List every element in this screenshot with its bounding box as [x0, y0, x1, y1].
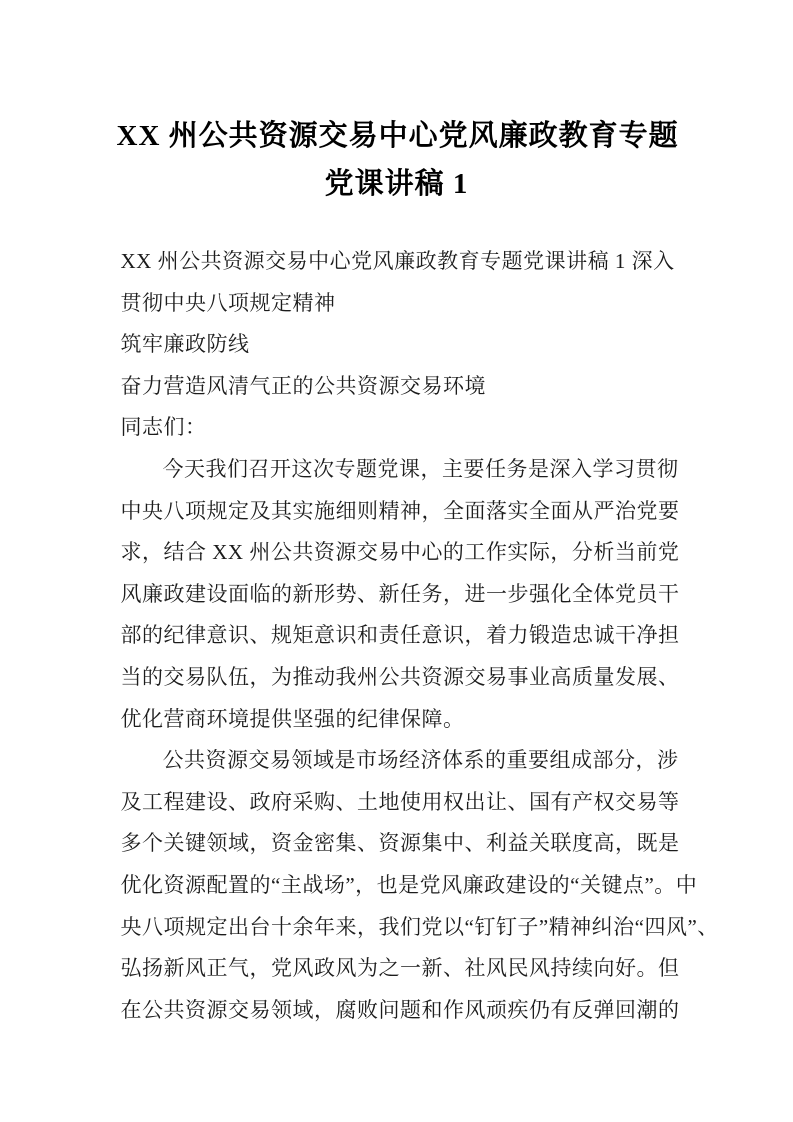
body-line: 央八项规定出台十余年来，我们党以“钉钉子”精神纠治“四风”、 [120, 914, 719, 939]
body-line: 奋力营造风清气正的公共资源交易环境 [120, 373, 486, 398]
body-line: 中央八项规定及其实施细则精神，全面落实全面从严治党要 [120, 498, 680, 523]
body-line: 当的交易队伍，为推动我州公共资源交易事业高质量发展、 [120, 664, 680, 689]
body-line: 弘扬新风正气，党风政风为之一新、社风民风持续向好。但 [120, 956, 680, 981]
body-line: XX 州公共资源交易中心党风廉政教育专题党课讲稿 1 深入 [120, 249, 675, 273]
document-body [120, 241, 719, 1031]
body-line: 优化资源配置的“主战场”，也是党风廉政建设的“关键点”。中 [120, 872, 698, 897]
body-line: 多个关键领域，资金密集、资源集中、利益关联度高，既是 [120, 831, 680, 856]
body-line: 同志们： [120, 415, 207, 440]
body-line: 贯彻中央八项规定精神 [120, 290, 336, 315]
body-line: 在公共资源交易领域，腐败问题和作风顽疾仍有反弹回潮的 [120, 997, 680, 1022]
body-line: 风廉政建设面临的新形势、新任务，进一步强化全体党员干 [120, 581, 680, 606]
body-line: 公共资源交易领域是市场经济体系的重要组成部分，涉 [162, 748, 679, 773]
body-line: 今天我们召开这次专题党课，主要任务是深入学习贯彻 [162, 456, 679, 481]
body-line: 求，结合 XX 州公共资源交易中心的工作实际，分析当前党 [120, 540, 680, 565]
body-line: 部的纪律意识、规矩意识和责任意识，着力锻造忠诚干净担 [120, 623, 680, 648]
body-line: 优化营商环境提供坚强的纪律保障。 [120, 706, 465, 731]
document-title-line-2: 党课讲稿 1 [324, 168, 469, 200]
body-line: 筑牢廉政防线 [120, 332, 250, 357]
document-title-line-1: XX 州公共资源交易中心党风廉政教育专题 [116, 120, 679, 152]
body-line: 及工程建设、政府采购、土地使用权出让、国有产权交易等 [120, 789, 680, 814]
document-title [117, 0, 677, 208]
